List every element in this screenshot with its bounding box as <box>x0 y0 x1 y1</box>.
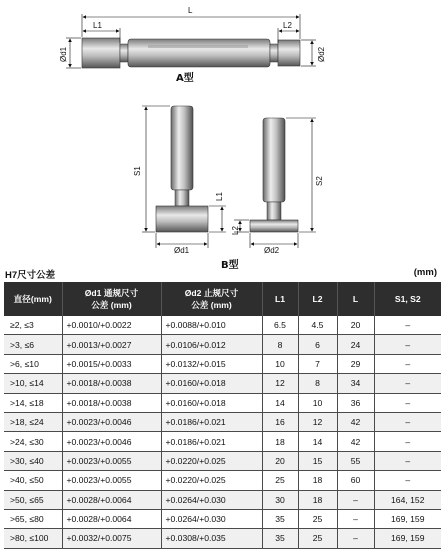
d1-tolerance-cell: +0.0032/+0.0075 <box>62 529 161 548</box>
type-a-label: A型 <box>176 73 194 84</box>
type-b-label: B型 <box>221 260 239 270</box>
L2-cell: 4.5 <box>298 316 337 335</box>
L1-cell: 6.5 <box>262 316 298 335</box>
table-row <box>4 451 441 470</box>
L1-cell: 25 <box>262 471 298 490</box>
d2-tolerance-cell: +0.0088/+0.010 <box>161 316 262 335</box>
diameter-cell: >80, ≤100 <box>4 529 62 548</box>
dim-S2: S2 <box>315 176 324 186</box>
dim-d1-b: Ød1 <box>174 246 190 255</box>
L2-cell: 7 <box>298 354 337 373</box>
L2-cell: 12 <box>298 412 337 431</box>
col-d2-sub: 公差 (mm) <box>191 300 232 310</box>
table-body <box>4 316 441 548</box>
L2-cell: 14 <box>298 432 337 451</box>
L-cell: 55 <box>337 451 374 470</box>
col-L1: L1 <box>262 282 298 316</box>
col-L: L <box>337 282 374 316</box>
table-row <box>4 316 441 335</box>
L-cell: 34 <box>337 374 374 393</box>
L-cell: 42 <box>337 412 374 431</box>
L1-cell: 30 <box>262 490 298 509</box>
dim-L1-b: L1 <box>215 192 224 201</box>
dim-L: L <box>188 6 193 15</box>
table-row <box>4 393 441 412</box>
L-cell: 36 <box>337 393 374 412</box>
dim-d2-b: Ød2 <box>264 246 280 255</box>
d1-tolerance-cell: +0.0013/+0.0027 <box>62 335 161 354</box>
d2-tolerance-cell: +0.0220/+0.025 <box>161 451 262 470</box>
diameter-cell: >50, ≤65 <box>4 490 62 509</box>
L1-cell: 20 <box>262 451 298 470</box>
d2-tolerance-cell: +0.0264/+0.030 <box>161 509 262 528</box>
S-cell: – <box>374 335 441 354</box>
S-cell: 164, 152 <box>374 490 441 509</box>
diameter-cell: >10, ≤14 <box>4 374 62 393</box>
L-cell: 29 <box>337 354 374 373</box>
L2-cell: 25 <box>298 509 337 528</box>
L1-cell: 12 <box>262 374 298 393</box>
col-d1-sub: 公差 (mm) <box>91 300 132 310</box>
L1-cell: 35 <box>262 509 298 528</box>
diameter-cell: >40, ≤50 <box>4 471 62 490</box>
table-row <box>4 335 441 354</box>
L1-cell: 35 <box>262 529 298 548</box>
diameter-cell: >3, ≤6 <box>4 335 62 354</box>
d2-tolerance-cell: +0.0160/+0.018 <box>161 374 262 393</box>
table-row <box>4 412 441 431</box>
col-L2: L2 <box>298 282 337 316</box>
diameter-cell: ≥2, ≤3 <box>4 316 62 335</box>
diameter-cell: >14, ≤18 <box>4 393 62 412</box>
table-title: H7尺寸公差 <box>5 270 56 281</box>
col-d2-title: Ød2 止规尺寸 <box>184 288 239 298</box>
table-row <box>4 490 441 509</box>
S-cell: – <box>374 471 441 490</box>
L-cell: – <box>337 490 374 509</box>
S-cell: – <box>374 393 441 412</box>
L1-cell: 16 <box>262 412 298 431</box>
L2-cell: 18 <box>298 471 337 490</box>
L-cell: – <box>337 509 374 528</box>
L-cell: 20 <box>337 316 374 335</box>
L1-cell: 18 <box>262 432 298 451</box>
diameter-cell: >6, ≤10 <box>4 354 62 373</box>
L2-cell: 15 <box>298 451 337 470</box>
d2-tolerance-cell: +0.0132/+0.015 <box>161 354 262 373</box>
col-d1-title: Ød1 通规尺寸 <box>84 288 139 298</box>
dim-d2-a: Ød2 <box>317 46 326 62</box>
d1-tolerance-cell: +0.0028/+0.0064 <box>62 509 161 528</box>
dim-L1: L1 <box>93 21 102 30</box>
d1-tolerance-cell: +0.0010/+0.0022 <box>62 316 161 335</box>
col-d1-tolerance <box>62 282 161 316</box>
d1-tolerance-cell: +0.0018/+0.0038 <box>62 393 161 412</box>
L-cell: 24 <box>337 335 374 354</box>
S-cell: – <box>374 432 441 451</box>
col-S1-S2: S1, S2 <box>374 282 441 316</box>
unit-label: (mm) <box>413 267 437 278</box>
d2-tolerance-cell: +0.0220/+0.025 <box>161 471 262 490</box>
L1-cell: 8 <box>262 335 298 354</box>
S-cell: – <box>374 412 441 431</box>
S-cell: 169, 159 <box>374 529 441 548</box>
d1-tolerance-cell: +0.0023/+0.0046 <box>62 432 161 451</box>
dim-d1-a: Ød1 <box>59 46 68 62</box>
dim-L2: L2 <box>283 21 292 30</box>
table-header <box>4 282 441 316</box>
d1-tolerance-cell: +0.0023/+0.0055 <box>62 451 161 470</box>
L2-cell: 10 <box>298 393 337 412</box>
col-d2-tolerance <box>161 282 262 316</box>
type-b-nogo-gauge <box>250 118 298 232</box>
d2-tolerance-cell: +0.0308/+0.035 <box>161 529 262 548</box>
diameter-cell: >24, ≤30 <box>4 432 62 451</box>
table-row <box>4 471 441 490</box>
table-row <box>4 529 441 548</box>
col-diameter: 直径(mm) <box>4 282 62 316</box>
L2-cell: 6 <box>298 335 337 354</box>
table-row <box>4 509 441 528</box>
table-row <box>4 354 441 373</box>
diameter-cell: >18, ≤24 <box>4 412 62 431</box>
type-b-go-gauge <box>156 106 208 232</box>
L2-cell: 25 <box>298 529 337 548</box>
d2-tolerance-cell: +0.0186/+0.021 <box>161 412 262 431</box>
S-cell: – <box>374 451 441 470</box>
dim-S1: S1 <box>133 166 142 176</box>
diameter-cell: >30, ≤40 <box>4 451 62 470</box>
d1-tolerance-cell: +0.0023/+0.0046 <box>62 412 161 431</box>
d2-tolerance-cell: +0.0106/+0.012 <box>161 335 262 354</box>
d1-tolerance-cell: +0.0028/+0.0064 <box>62 490 161 509</box>
S-cell: – <box>374 354 441 373</box>
table-row <box>4 432 441 451</box>
d2-tolerance-cell: +0.0264/+0.030 <box>161 490 262 509</box>
d1-tolerance-cell: +0.0018/+0.0038 <box>62 374 161 393</box>
S-cell: – <box>374 374 441 393</box>
L2-cell: 18 <box>298 490 337 509</box>
S-cell: 169, 159 <box>374 509 441 528</box>
L-cell: 42 <box>337 432 374 451</box>
d1-tolerance-cell: +0.0023/+0.0055 <box>62 471 161 490</box>
L2-cell: 8 <box>298 374 337 393</box>
L-cell: – <box>337 529 374 548</box>
dim-L2-b: L2 <box>231 226 240 235</box>
L-cell: 60 <box>337 471 374 490</box>
d2-tolerance-cell: +0.0186/+0.021 <box>161 432 262 451</box>
tolerance-table <box>4 282 441 549</box>
L1-cell: 10 <box>262 354 298 373</box>
gauge-drawing <box>0 0 448 270</box>
L1-cell: 14 <box>262 393 298 412</box>
type-a-gauge <box>82 38 300 68</box>
table-row <box>4 374 441 393</box>
S-cell: – <box>374 316 441 335</box>
d2-tolerance-cell: +0.0160/+0.018 <box>161 393 262 412</box>
diameter-cell: >65, ≤80 <box>4 509 62 528</box>
d1-tolerance-cell: +0.0015/+0.0033 <box>62 354 161 373</box>
